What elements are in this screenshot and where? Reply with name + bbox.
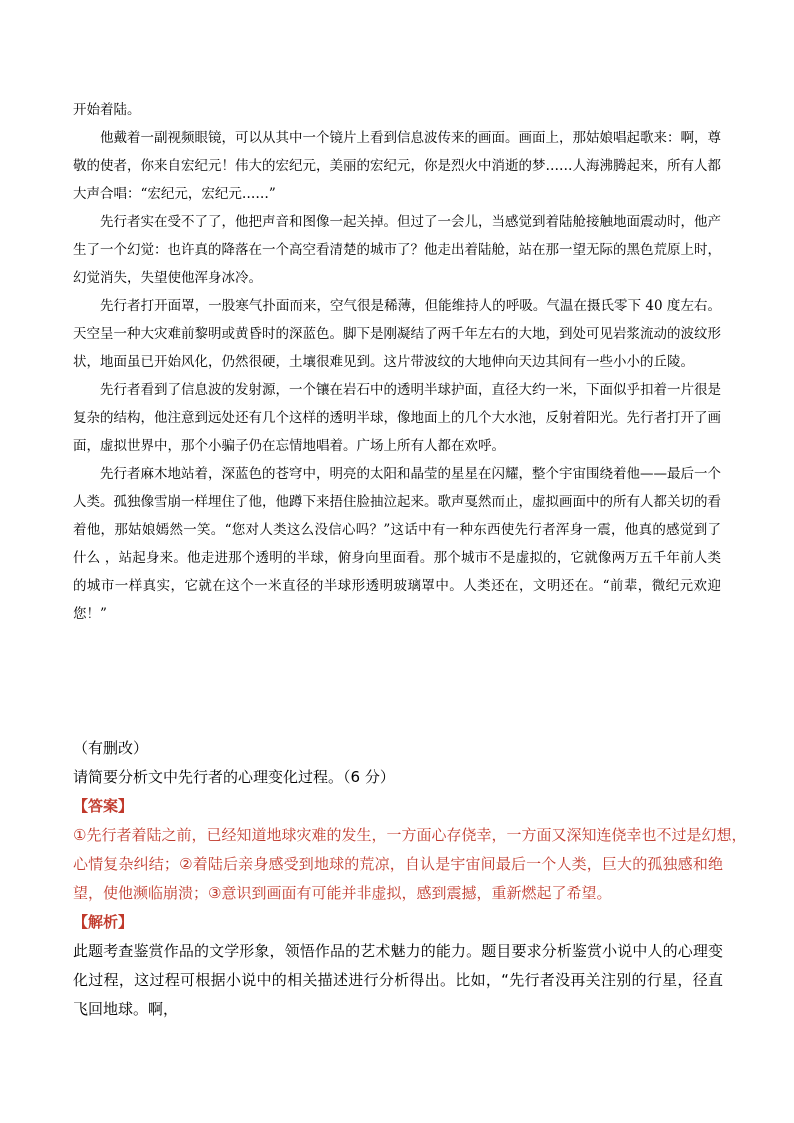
- answer-label: 【答案】: [73, 797, 134, 815]
- question-answer-section: [73, 734, 747, 1024]
- edit-note: （有删改）: [73, 739, 149, 757]
- analysis-label: 【解析】: [73, 913, 134, 931]
- story-excerpt: [73, 96, 721, 628]
- story-paragraph: 先行者麻木地站着，深蓝色的苍穹中，明亮的太阳和晶莹的星星在闪耀，整个宇宙围绕着他——最后一个人类。孤独像雪崩一样埋住了他，他蹲下来捂住脸抽泣起来。歌声戛然而止，虚拟画面中的所有人都关切的看着他，那姑娘嫣然一笑。“您对人类这么没信心吗？”这话中有一种东西使先行者浑身一震，他真的感觉到了什么 ，站起身来。他走进那个透明的半球，俯身向里面看。那个城市不是虚拟的，它就像两万五千年前人类的城市一样真实，它就在这个一米直径的半球形透明玻璃罩中。人类还在，文明还在。“前辈，微纪元欢迎您！”: [73, 466, 721, 622]
- answer-text: 心情复杂纠结；②着陆后亲身感受到地球的荒凉，自认是宇宙间最后一个人类，巨大的孤独感和绝望，使他濒临崩溃；③意识到画面有可能并非虚拟，感到震撼，重新燃起了希望。: [73, 855, 723, 902]
- answer-line-first: ①先行者着陆之前，已经知道地球灾难的发生，一方面心存侥幸，一方面又深知连侥幸也不过是幻想，: [73, 826, 747, 844]
- analysis-text: 此题考查鉴赏作品的文学形象，领悟作品的艺术魅力的能力。题目要求分析鉴赏小说中人的心理变化过程，这过程可根据小说中的相关描述进行分析得出。比如，“先行者没再关注别的行星，径直飞回地球。啊，: [73, 942, 723, 1018]
- story-paragraph: 他戴着一副视频眼镜，可以从其中一个镜片上看到信息波传来的画面。画面上，那姑娘唱起歌来：啊，尊敬的使者，你来自宏纪元！伟大的宏纪元，美丽的宏纪元，你是烈火中消逝的梦……人海沸腾起来，所有人都大声合唱：“宏纪元，宏纪元……”: [73, 130, 721, 202]
- story-paragraph: 开始着陆。: [73, 102, 141, 118]
- story-paragraph: 先行者看到了信息波的发射源，一个镶在岩石中的透明半球护面，直径大约一米，下面似乎扣着一片很是复杂的结构，他注意到远处还有几个这样的透明半球，像地面上的几个大水池，反射着阳光。先行者打开了画面，虚拟世界中，那个小骗子仍在忘情地唱着。广场上所有人都在欢呼。: [73, 382, 721, 454]
- story-paragraph: 先行者实在受不了了，他把声音和图像一起关掉。但过了一会儿，当感觉到着陆舱接触地面震动时，他产生了一个幻觉：也许真的降落在一个高空看清楚的城市了？他走出着陆舱，站在那一望无际的黑色荒原上时，幻觉消失，失望使他浑身冰冷。: [73, 214, 721, 286]
- question-text: 请简要分析文中先行者的心理变化过程。（6 分）: [73, 768, 395, 786]
- story-paragraph: 先行者打开面罩，一股寒气扑面而来，空气很是稀薄，但能维持人的呼吸。气温在摄氏零下 40 度左右。天空呈一种大灾难前黎明或黄昏时的深蓝色。脚下是刚凝结了两千年左右的大地，到处可见岩浆流动的波纹形状，地面虽已开始风化，仍然很硬，土壤很难见到。这片带波纹的大地伸向天边其间有一些小小的丘陵。: [73, 298, 721, 370]
